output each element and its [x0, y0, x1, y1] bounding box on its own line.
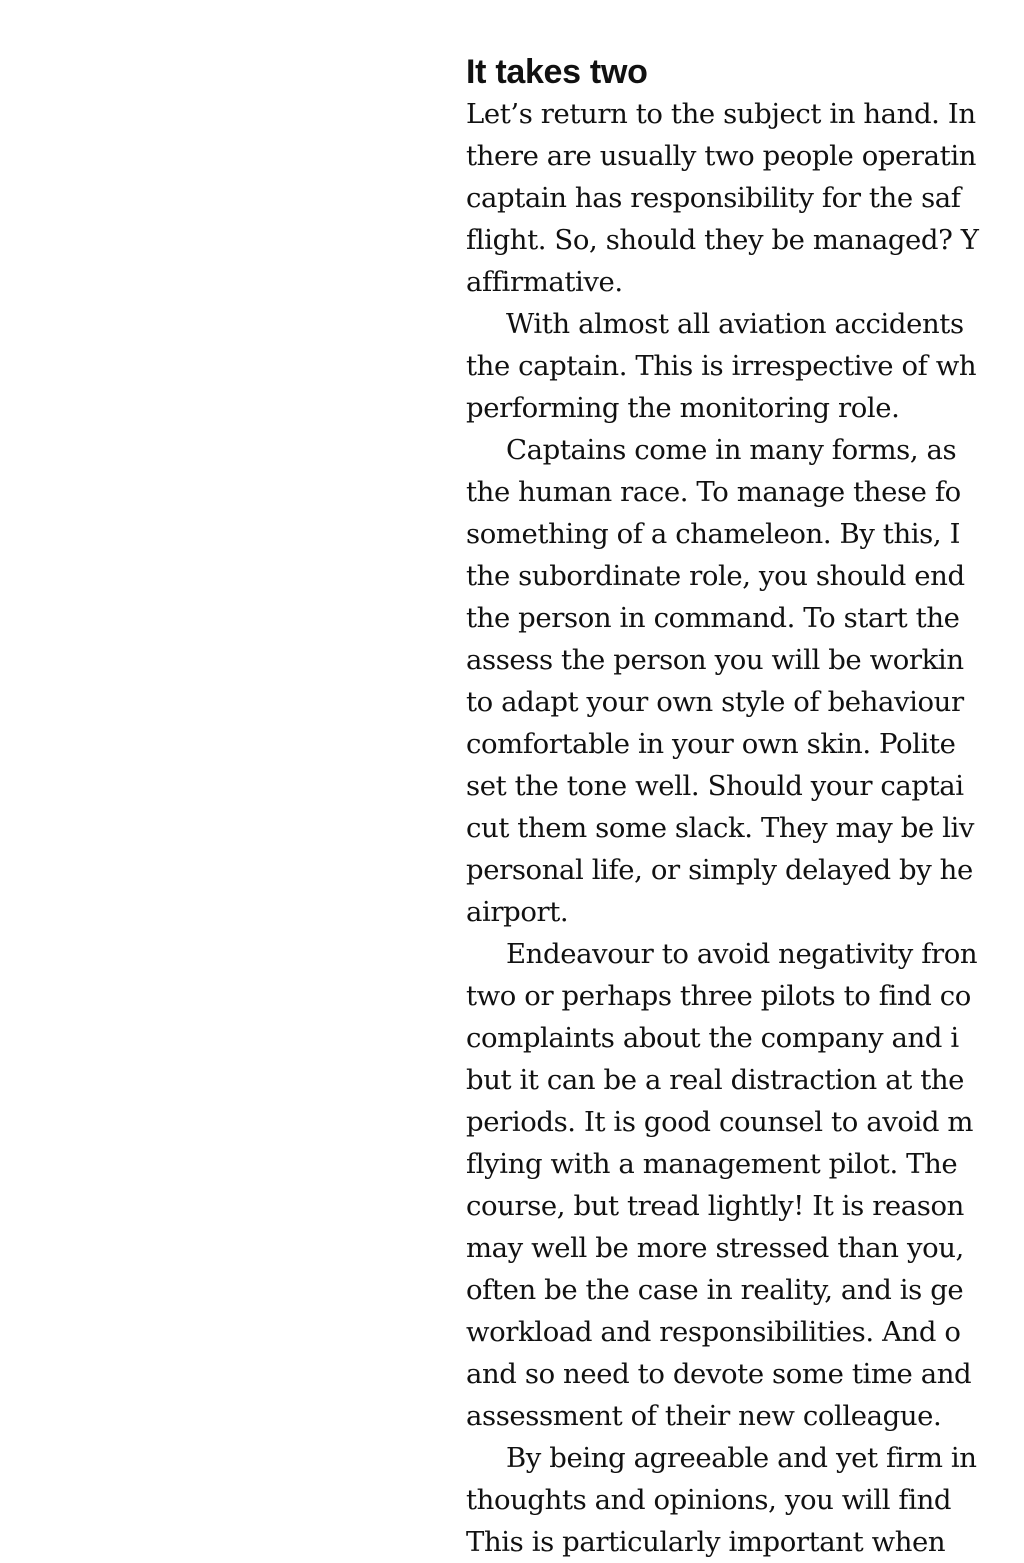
paragraph	[466, 429, 1024, 933]
paragraph	[466, 93, 1024, 303]
text-line: set the tone well. Should your captai	[466, 770, 964, 802]
text-line: Captains come in many forms, as	[506, 434, 957, 466]
text-line: flight. So, should they be managed? Y	[466, 224, 979, 256]
text-line: the human race. To manage these fo	[466, 476, 961, 508]
text-line: the captain. This is irrespective of wh	[466, 350, 977, 382]
text-line: thoughts and opinions, you will find	[466, 1484, 952, 1516]
text-line: and so need to devote some time and	[466, 1358, 972, 1390]
text-line: assessment of their new colleague.	[466, 1400, 942, 1432]
text-line: something of a chameleon. By this, I	[466, 518, 961, 550]
paragraph	[466, 1437, 1024, 1563]
text-line: affirmative.	[466, 266, 623, 298]
text-line: assess the person you will be workin	[466, 644, 964, 676]
text-line: flying with a management pilot. The	[466, 1148, 958, 1180]
text-line: course, but tread lightly! It is reason	[466, 1190, 964, 1222]
text-line: two or perhaps three pilots to find co	[466, 980, 971, 1012]
text-line: periods. It is good counsel to avoid m	[466, 1106, 974, 1138]
text-line: performing the monitoring role.	[466, 392, 900, 424]
text-line: comfortable in your own skin. Polite	[466, 728, 956, 760]
text-line: there are usually two people operatin	[466, 140, 977, 172]
text-line: may well be more stressed than you,	[466, 1232, 964, 1264]
text-line: to adapt your own style of behaviour	[466, 686, 964, 718]
text-line: By being agreeable and yet firm in	[506, 1442, 977, 1474]
text-line: often be the case in reality, and is ge	[466, 1274, 964, 1306]
text-line: captain has responsibility for the saf	[466, 182, 961, 214]
text-line: cut them some slack. They may be liv	[466, 812, 975, 844]
text-line: personal life, or simply delayed by he	[466, 854, 973, 886]
paragraph	[466, 933, 1024, 1437]
text-line: Endeavour to avoid negativity fron	[506, 938, 978, 970]
text-line: Let’s return to the subject in hand. In	[466, 98, 976, 130]
text-line: but it can be a real distraction at the	[466, 1064, 965, 1096]
text-line: airport.	[466, 896, 569, 928]
paragraph	[466, 303, 1024, 429]
paragraph-list	[466, 93, 1024, 1563]
text-line: the subordinate role, you should end	[466, 560, 965, 592]
section-heading: It takes two	[466, 53, 648, 91]
article-column	[466, 52, 1024, 1563]
text-line: the person in command. To start the	[466, 602, 960, 634]
text-line: workload and responsibilities. And o	[466, 1316, 961, 1348]
text-line: This is particularly important when	[466, 1526, 946, 1558]
text-line: With almost all aviation accidents	[506, 308, 964, 340]
text-line: complaints about the company and i	[466, 1022, 959, 1054]
